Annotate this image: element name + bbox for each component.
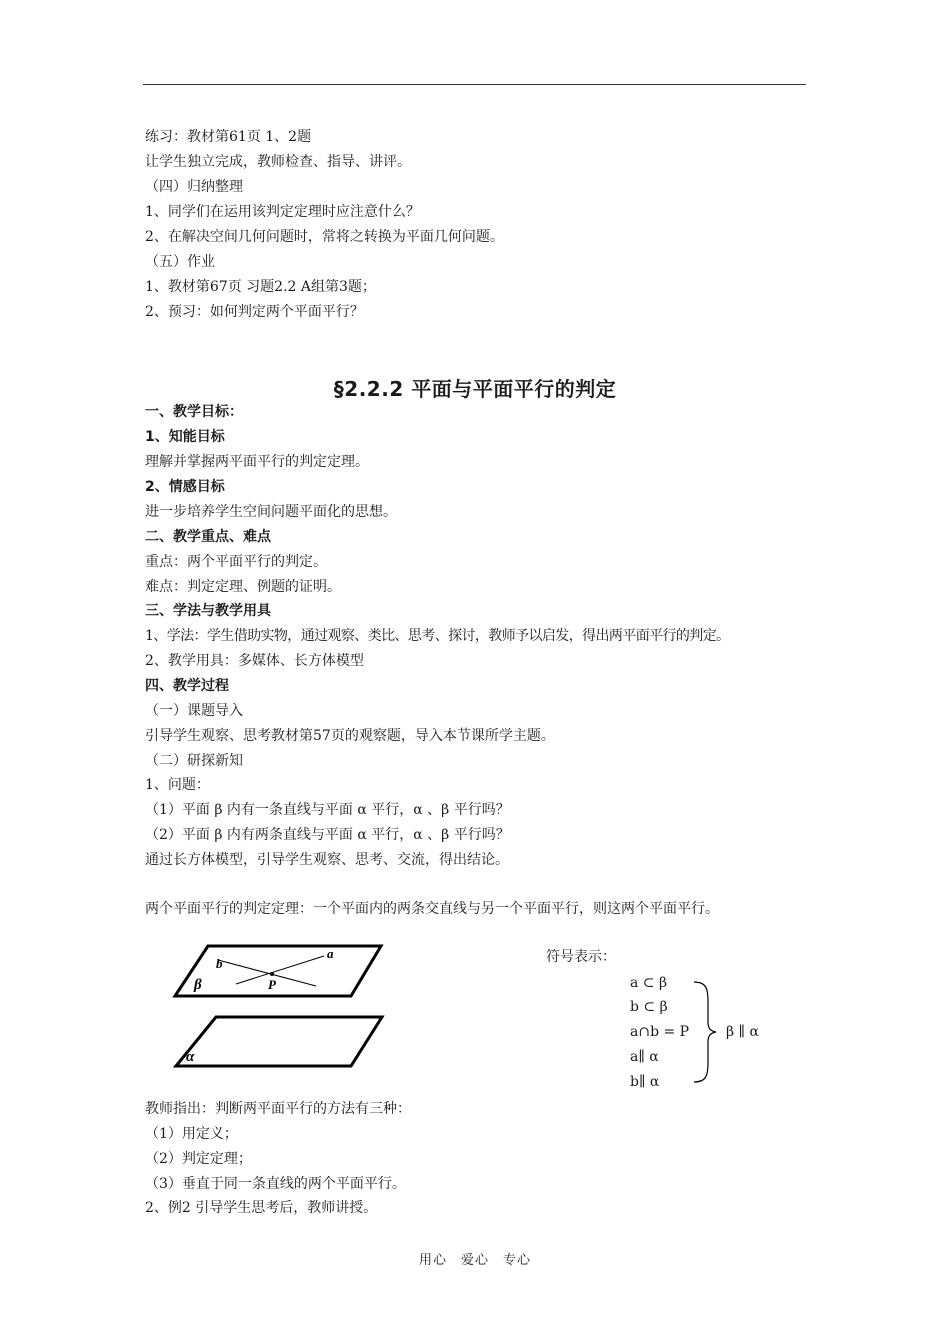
text-line: 练习：教材第61页 1、2题 — [145, 129, 312, 145]
text-line: （一）课题导入 — [145, 703, 243, 719]
symbol-conclusion: β ∥ α — [726, 1024, 759, 1040]
heading: 三、学法与教学用具 — [145, 603, 271, 619]
text-line: 1、教材第67页 习题2.2 A组第3题； — [145, 279, 376, 295]
symbol-row: a∥ α — [630, 1049, 659, 1065]
parallel-planes-figure — [168, 938, 390, 1070]
header-rule — [143, 84, 806, 85]
text-line: 2、在解决空间几何问题时，常将之转换为平面几何问题。 — [145, 229, 504, 245]
heading: 二、教学重点、难点 — [145, 529, 271, 545]
label-a: a — [327, 946, 334, 961]
text-line: 通过长方体模型，引导学生观察、思考、交流，得出结论。 — [145, 852, 509, 868]
page-footer: 用心 爱心 专心 — [418, 1253, 531, 1268]
line-b — [218, 960, 316, 986]
label-beta: β — [194, 977, 202, 993]
text-line: （3）垂直于同一条直线的两个平面平行。 — [145, 1176, 406, 1192]
text-line: 1、学法：学生借助实物，通过观察、类比、思考、探讨，教师予以启发，得出两平面平行的判定。 — [145, 628, 730, 644]
text-line: （二）研探新知 — [145, 753, 243, 769]
text-line: 1、问题： — [145, 777, 210, 793]
section-title: §2.2.2 平面与平面平行的判定 — [333, 377, 617, 401]
text-line: （2）判定定理； — [145, 1151, 252, 1167]
text-line: 2、例2 引导学生思考后，教师讲授。 — [145, 1200, 378, 1216]
theorem-text: 两个平面平行的判定定理：一个平面内的两条交直线与另一个平面平行，则这两个平面平行。 — [145, 901, 719, 917]
text-line: 2、教学用具：多媒体、长方体模型 — [145, 653, 364, 669]
symbol-row: a ⊂ β — [630, 975, 668, 991]
symbol-row: b∥ α — [630, 1074, 660, 1090]
line-a — [236, 956, 324, 984]
symbol-row: b ⊂ β — [630, 999, 668, 1015]
text-line: 重点：两个平面平行的判定。 — [145, 554, 327, 570]
right-brace-icon — [692, 980, 722, 1084]
text-line: 引导学生观察、思考教材第57页的观察题，导入本节课所学主题。 — [145, 728, 555, 744]
text-line: 让学生独立完成，教师检查、指导、讲评。 — [145, 154, 411, 170]
point-p — [270, 972, 274, 976]
symbol-row: a∩b = P — [630, 1024, 690, 1040]
text-line: （四）归纳整理 — [145, 179, 243, 195]
text-line: 难点：判定定理、例题的证明。 — [145, 579, 341, 595]
text-line: 1、同学们在运用该判定定理时应注意什么？ — [145, 204, 420, 220]
text-line: 进一步培养学生空间问题平面化的思想。 — [145, 504, 397, 520]
heading: 四、教学过程 — [145, 678, 229, 694]
text-line: 理解并掌握两平面平行的判定定理。 — [145, 454, 369, 470]
text-line: （1）用定义； — [145, 1126, 238, 1142]
text-line: 教师指出：判断两平面平行的方法有三种： — [145, 1101, 411, 1117]
label-p: P — [268, 977, 276, 992]
text-line: （1）平面 β 内有一条直线与平面 α 平行，α 、β 平行吗？ — [145, 802, 510, 818]
text-line: （五）作业 — [145, 254, 215, 270]
label-b: b — [216, 956, 223, 971]
symbol-label: 符号表示： — [546, 949, 616, 965]
text-line: 2、预习：如何判定两个平面平行？ — [145, 304, 364, 320]
text-line: （2）平面 β 内有两条直线与平面 α 平行，α 、β 平行吗？ — [145, 827, 510, 843]
heading: 一、教学目标： — [145, 404, 243, 420]
subheading: 2、情感目标 — [145, 479, 225, 495]
label-alpha: α — [186, 1049, 195, 1065]
plane-alpha — [176, 1017, 382, 1066]
subheading: 1、知能目标 — [145, 429, 225, 445]
